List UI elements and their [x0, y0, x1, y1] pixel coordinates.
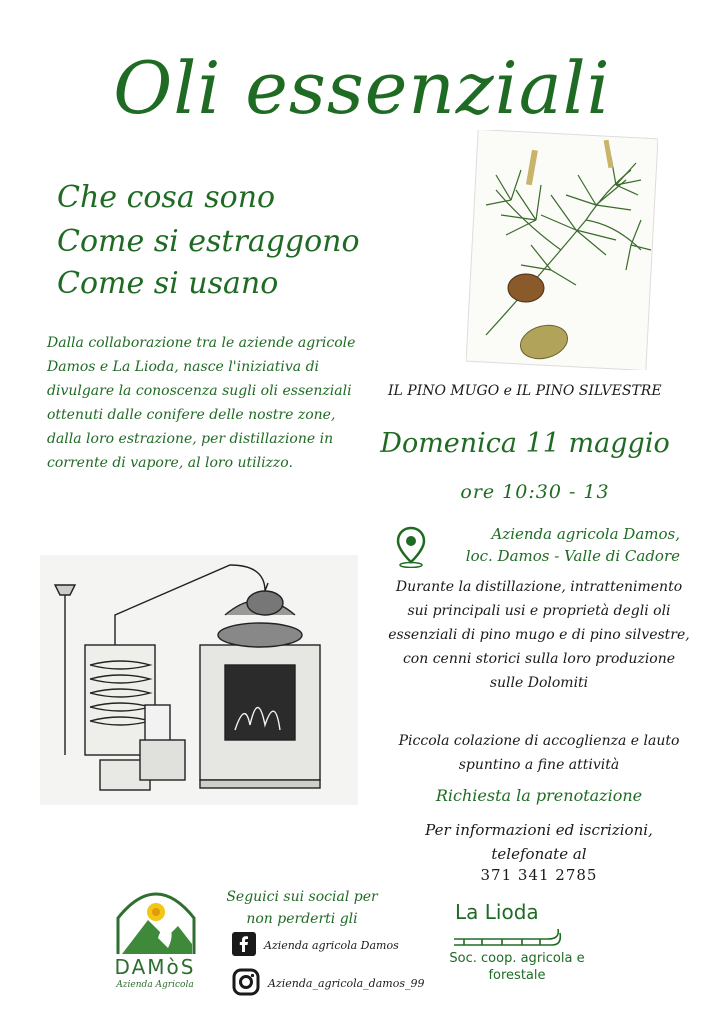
page-title: Oli essenziali — [113, 46, 611, 130]
lioda-logo-subtitle: Soc. coop. agricola e forestale — [449, 951, 585, 983]
lioda-logo-name: La Lioda — [455, 900, 539, 924]
pine-branch-illustration — [466, 130, 658, 370]
facebook-icon[interactable] — [232, 932, 256, 959]
booking-required: Richiesta la prenotazione — [435, 786, 643, 805]
distillation-still-illustration — [40, 555, 358, 805]
event-location — [440, 523, 680, 567]
location-line-1: Azienda agricola Damos, — [491, 525, 680, 543]
question-what: Che cosa sono — [57, 180, 276, 215]
instagram-row[interactable] — [232, 968, 424, 999]
species-caption: IL PINO MUGO e IL PINO SILVESTRE — [388, 383, 662, 399]
damos-logo-subtitle: Azienda Agricola — [116, 980, 194, 990]
event-date: Domenica 11 maggio — [380, 428, 670, 459]
facebook-handle[interactable]: Azienda agricola Damos — [264, 939, 399, 952]
phone-number: 371 341 2785 — [480, 866, 598, 884]
facebook-row[interactable] — [232, 932, 399, 959]
intro-paragraph: Dalla collaborazione tra le aziende agricole Damos e La Lioda, nasce l'iniziativa di divulgare la conoscenza sugli oli essenziali ottenuti dalle conifere delle nostre zone, dalla loro estrazione, per distillazione in corrente di vapore, al loro utilizzo. — [47, 335, 356, 471]
question-how-used: Come si usano — [57, 266, 279, 301]
event-breakfast: Piccola colazione di accoglienza e lauto spuntino a fine attività — [398, 733, 680, 773]
event-time: ore 10:30 - 13 — [460, 481, 610, 503]
info-text: Per informazioni ed iscrizioni, telefonate al — [425, 821, 653, 863]
damos-logo-name: DAMòS — [114, 955, 196, 979]
instagram-icon[interactable] — [232, 968, 260, 999]
social-follow-text: Seguici sui social per non perderti gli — [226, 889, 378, 927]
sled-icon — [452, 925, 564, 953]
location-line-2: loc. Damos - Valle di Cadore — [465, 547, 680, 565]
instagram-handle[interactable]: Azienda_agricola_damos_99 — [268, 977, 425, 990]
damos-logo — [108, 880, 204, 962]
question-how-extracted: Come si estraggono — [57, 224, 360, 259]
location-pin-icon — [396, 526, 426, 572]
event-description: Durante la distillazione, intrattenimento sui principali usi e proprietà degli oli essenziali di pino mugo e di pino silvestre, con cenni storici sulla loro produzione sulle Dolomiti — [388, 579, 690, 691]
